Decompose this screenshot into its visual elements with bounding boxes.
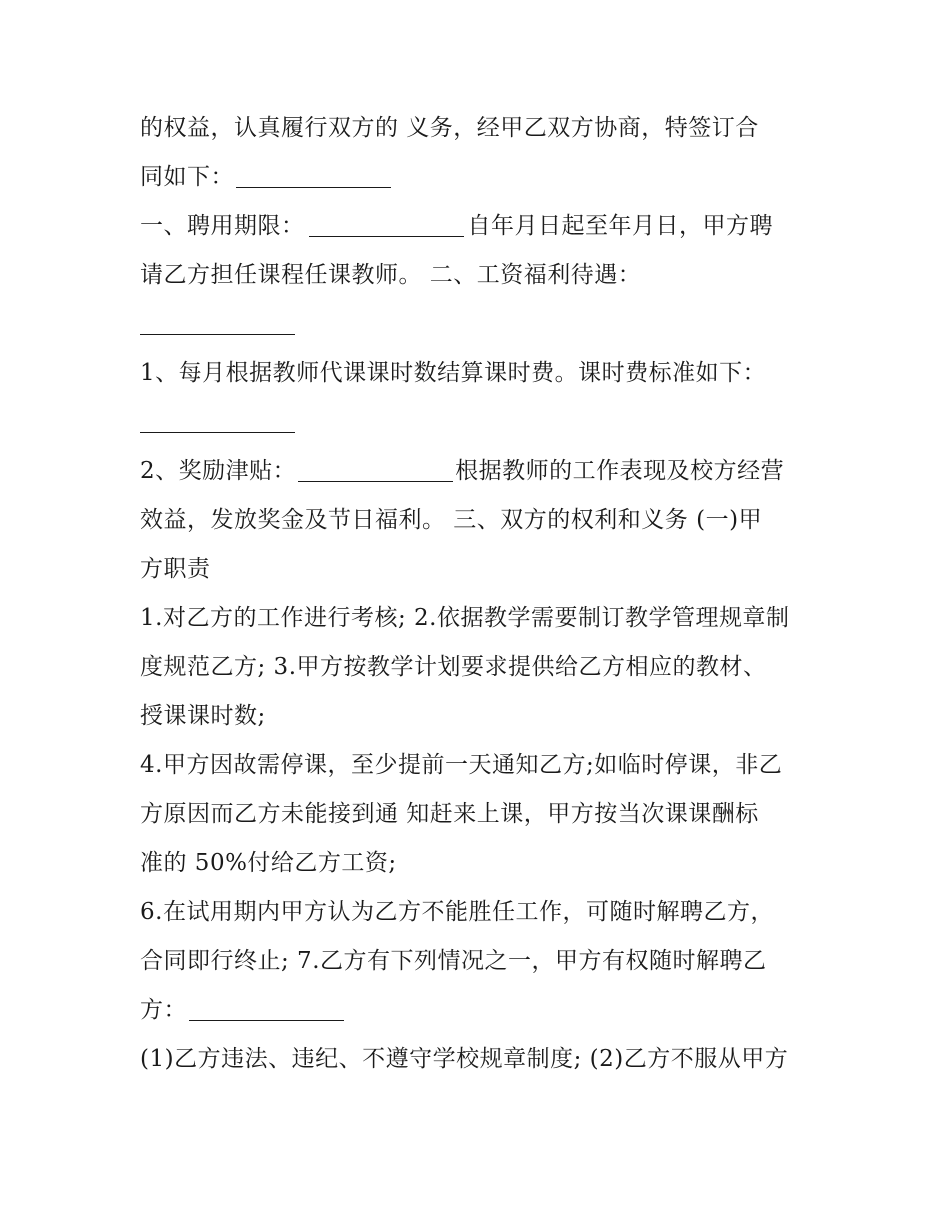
text-line — [140, 643, 820, 692]
line-text: 自年月日起至年月日，甲方聘 — [467, 213, 773, 239]
line-text: 4.甲方因故需停课，至少提前一天通知乙方;如临时停课，非乙 — [140, 752, 783, 778]
fill-in-blank[interactable] — [140, 308, 295, 335]
text-line — [140, 202, 820, 251]
text-line — [140, 692, 820, 741]
text-line — [140, 741, 820, 790]
text-line — [140, 447, 820, 496]
line-text: (1)乙方违法、违纪、不遵守学校规章制度; (2)乙方不服从甲方 — [140, 1046, 789, 1072]
line-text: 请乙方担任课程任课教师。 二、工资福利待遇： — [140, 262, 642, 288]
line-text: 方职责 — [140, 556, 211, 582]
line-text: 方： — [140, 997, 187, 1023]
text-line — [140, 839, 820, 888]
line-text: 合同即行终止; 7.乙方有下列情况之一，甲方有权随时解聘乙 — [140, 948, 767, 974]
line-text: 度规范乙方; 3.甲方按教学计划要求提供给乙方相应的教材、 — [140, 654, 767, 680]
text-line — [140, 888, 820, 937]
line-text: 1、每月根据教师代课课时数结算课时费。课时费标准如下： — [140, 360, 767, 386]
line-text: 2、奖励津贴： — [140, 458, 297, 484]
fill-in-blank[interactable] — [236, 161, 391, 188]
line-text: 的权益，认真履行双方的 义务，经甲乙双方协商，特签订合 — [140, 115, 759, 141]
blank-line — [140, 300, 820, 349]
line-text: 6.在试用期内甲方认为乙方不能胜任工作，可随时解聘乙方， — [140, 899, 774, 925]
line-text: 同如下： — [140, 164, 234, 190]
fill-in-blank[interactable] — [140, 406, 295, 433]
text-line — [140, 153, 820, 202]
text-line — [140, 986, 820, 1035]
text-line — [140, 594, 820, 643]
line-text: 方原因而乙方未能接到通 知赶来上课，甲方按当次课课酬标 — [140, 801, 759, 827]
line-text: 授课课时数; — [140, 703, 266, 729]
text-line — [140, 1035, 820, 1084]
text-line — [140, 251, 820, 300]
contract-body — [140, 104, 820, 1084]
line-text: 效益，发放奖金及节日福利。 三、双方的权利和义务 (一)甲 — [140, 507, 763, 533]
fill-in-blank[interactable] — [189, 994, 344, 1021]
line-text: 一、聘用期限： — [140, 213, 305, 239]
text-line — [140, 937, 820, 986]
line-text: 1.对乙方的工作进行考核; 2.依据教学需要制订教学管理规章制 — [140, 605, 790, 631]
blank-line — [140, 398, 820, 447]
text-line — [140, 349, 820, 398]
line-text: 准的 50%付给乙方工资; — [140, 850, 397, 876]
text-line — [140, 496, 820, 545]
fill-in-blank[interactable] — [309, 210, 464, 237]
text-line — [140, 545, 820, 594]
text-line — [140, 790, 820, 839]
text-line — [140, 104, 820, 153]
fill-in-blank[interactable] — [298, 455, 453, 482]
line-text: 根据教师的工作表现及校方经营 — [455, 458, 785, 484]
